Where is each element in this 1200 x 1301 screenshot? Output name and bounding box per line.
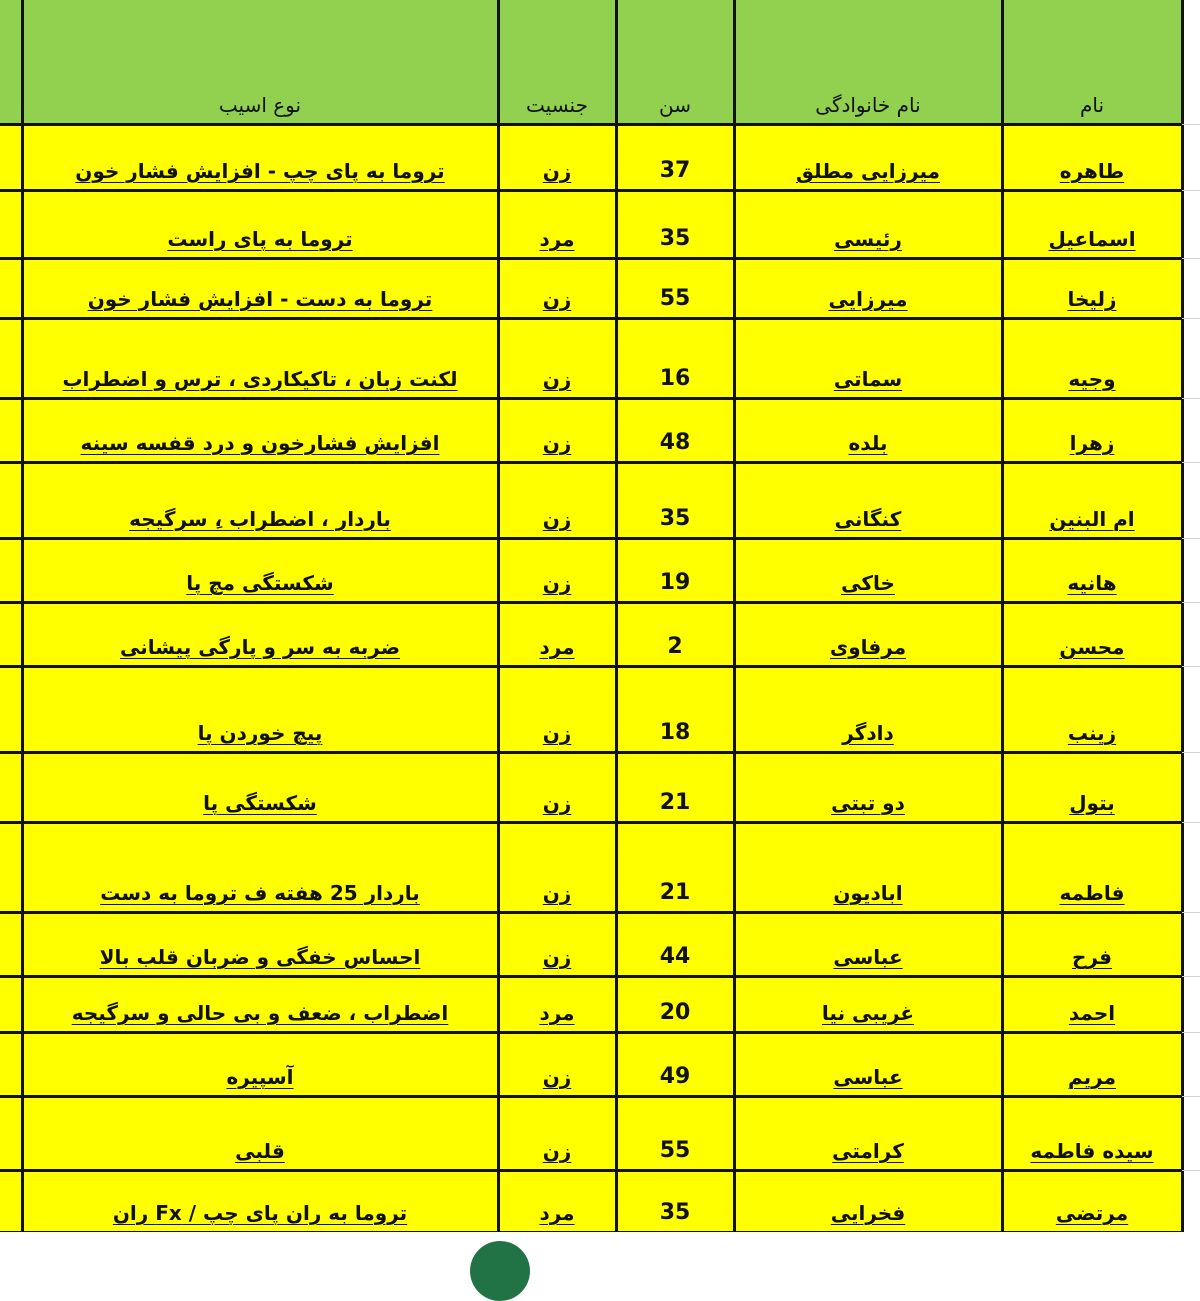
cell-family[interactable]: رئیسی — [734, 190, 1002, 258]
cell-name[interactable]: فاطمه — [1002, 822, 1182, 912]
gridline — [1182, 602, 1200, 603]
cell-family[interactable]: کنگانی — [734, 462, 1002, 538]
cell-empty[interactable] — [0, 538, 22, 602]
cell-empty[interactable] — [0, 666, 22, 752]
cell-injury[interactable]: تروما به دست - افزایش فشار خون — [22, 258, 498, 318]
table-row — [0, 398, 1182, 462]
cell-empty[interactable] — [0, 258, 22, 318]
cell-gender[interactable]: زن — [498, 912, 616, 976]
cell-empty[interactable] — [0, 976, 22, 1032]
cell-age[interactable]: 2 — [616, 602, 734, 666]
table-row — [0, 976, 1182, 1032]
cell-empty[interactable] — [0, 318, 22, 398]
cell-gender[interactable]: زن — [498, 666, 616, 752]
cell-family[interactable]: بلده — [734, 398, 1002, 462]
cell-age[interactable]: 37 — [616, 124, 734, 190]
table-row — [0, 1096, 1182, 1170]
cell-family[interactable]: کرامتی — [734, 1096, 1002, 1170]
cell-gender[interactable]: زن — [498, 398, 616, 462]
cell-name[interactable]: مرتضی — [1002, 1170, 1182, 1232]
cell-gender[interactable]: زن — [498, 1096, 616, 1170]
gridline — [1182, 462, 1200, 463]
cell-name[interactable]: محسن — [1002, 602, 1182, 666]
header-cell-empty[interactable] — [0, 0, 22, 124]
sheet-bottom-strip — [0, 1232, 1200, 1250]
header-cell-age[interactable]: سن — [616, 0, 734, 124]
table-row — [0, 258, 1182, 318]
cell-age[interactable]: 21 — [616, 752, 734, 822]
cell-empty[interactable] — [0, 602, 22, 666]
cell-injury[interactable]: ضربه به سر و پارگی پیشانی — [22, 602, 498, 666]
gridline — [1182, 1170, 1200, 1171]
header-cell-name[interactable]: نام — [1002, 0, 1182, 124]
cell-age[interactable]: 21 — [616, 822, 734, 912]
cell-injury[interactable]: شکستگی پا — [22, 752, 498, 822]
cell-gender[interactable]: زن — [498, 538, 616, 602]
cell-injury[interactable]: احساس خفگی و ضربان قلب بالا — [22, 912, 498, 976]
cell-injury[interactable]: پیچ خوردن پا — [22, 666, 498, 752]
gridline — [1182, 912, 1200, 913]
cell-age[interactable]: 35 — [616, 190, 734, 258]
header-row — [0, 0, 1182, 124]
cell-age[interactable]: 44 — [616, 912, 734, 976]
gridline — [1182, 1032, 1200, 1033]
cell-empty[interactable] — [0, 822, 22, 912]
cell-empty[interactable] — [0, 752, 22, 822]
gridline — [1182, 538, 1200, 539]
cell-injury[interactable]: قلبی — [22, 1096, 498, 1170]
gridline — [1182, 1096, 1200, 1097]
cell-injury[interactable]: شکستگی مچ پا — [22, 538, 498, 602]
cell-name[interactable]: ام البنین — [1002, 462, 1182, 538]
cell-injury[interactable]: اضطراب ، ضعف و بی حالی و سرگیجه — [22, 976, 498, 1032]
gridline — [1182, 398, 1200, 399]
cell-gender[interactable]: زن — [498, 462, 616, 538]
floating-action-button[interactable] — [470, 1241, 530, 1301]
gridline — [1182, 318, 1200, 319]
gridline — [1182, 258, 1200, 259]
table-row — [0, 752, 1182, 822]
gridline — [1182, 752, 1200, 753]
cell-gender[interactable]: زن — [498, 822, 616, 912]
cell-gender[interactable]: زن — [498, 258, 616, 318]
cell-name[interactable]: فرح — [1002, 912, 1182, 976]
cell-family[interactable]: دو تبتی — [734, 752, 1002, 822]
cell-gender[interactable]: مرد — [498, 190, 616, 258]
table-row — [0, 190, 1182, 258]
table-row — [0, 602, 1182, 666]
cell-gender[interactable]: مرد — [498, 602, 616, 666]
cell-empty[interactable] — [0, 1170, 22, 1232]
cell-age[interactable]: 18 — [616, 666, 734, 752]
table-row — [0, 666, 1182, 752]
cell-empty[interactable] — [0, 912, 22, 976]
cell-injury[interactable]: تروما به پای چپ - افزایش فشار خون — [22, 124, 498, 190]
cell-name[interactable]: زینب — [1002, 666, 1182, 752]
header-cell-injury[interactable]: نوع اسیب — [22, 0, 498, 124]
table-row — [0, 912, 1182, 976]
cell-family[interactable]: میرزایی مطلق — [734, 124, 1002, 190]
cell-name[interactable]: هانیه — [1002, 538, 1182, 602]
cell-name[interactable]: بتول — [1002, 752, 1182, 822]
cell-family[interactable]: سماتی — [734, 318, 1002, 398]
header-cell-family[interactable]: نام خانوادگی — [734, 0, 1002, 124]
cell-age[interactable]: 20 — [616, 976, 734, 1032]
cell-empty[interactable] — [0, 190, 22, 258]
cell-name[interactable]: اسماعیل — [1002, 190, 1182, 258]
cell-empty[interactable] — [0, 1096, 22, 1170]
gridline — [1182, 124, 1200, 125]
table-row — [0, 124, 1182, 190]
table-row — [0, 318, 1182, 398]
header-cell-gender[interactable]: جنسیت — [498, 0, 616, 124]
cell-gender[interactable]: مرد — [498, 976, 616, 1032]
cell-family[interactable]: عباسی — [734, 912, 1002, 976]
cell-empty[interactable] — [0, 462, 22, 538]
cell-injury[interactable]: باردار ، اضطراب ،ِ سرگیجه — [22, 462, 498, 538]
cell-empty[interactable] — [0, 124, 22, 190]
cell-injury[interactable]: افزایش فشارخون و درد قفسه سینه — [22, 398, 498, 462]
cell-age[interactable]: 35 — [616, 462, 734, 538]
cell-injury[interactable]: باردار 25 هفته ف تروما به دست — [22, 822, 498, 912]
cell-age[interactable]: 55 — [616, 258, 734, 318]
cell-family[interactable]: فخرایی — [734, 1170, 1002, 1232]
gridline — [1182, 976, 1200, 977]
cell-age[interactable]: 49 — [616, 1032, 734, 1096]
cell-name[interactable]: زلیخا — [1002, 258, 1182, 318]
cell-name[interactable]: احمد — [1002, 976, 1182, 1032]
cell-empty[interactable] — [0, 398, 22, 462]
gridline — [1182, 666, 1200, 667]
cell-family[interactable]: ابادیون — [734, 822, 1002, 912]
table-row — [0, 1032, 1182, 1096]
gridline — [1182, 190, 1200, 191]
cell-family[interactable]: خاکی — [734, 538, 1002, 602]
cell-injury[interactable]: آسپیره — [22, 1032, 498, 1096]
cell-gender[interactable]: زن — [498, 752, 616, 822]
cell-age[interactable]: 48 — [616, 398, 734, 462]
cell-age[interactable]: 55 — [616, 1096, 734, 1170]
cell-name[interactable]: طاهره — [1002, 124, 1182, 190]
cell-injury[interactable]: تروما به ران پای چپ / Fx ران — [22, 1170, 498, 1232]
cell-gender[interactable]: زن — [498, 124, 616, 190]
cell-injury[interactable]: لکنت زبان ، تاکیکاردی ، ترس و اضطراب — [22, 318, 498, 398]
cell-name[interactable]: سیده فاطمه — [1002, 1096, 1182, 1170]
cell-age[interactable]: 19 — [616, 538, 734, 602]
table-row — [0, 538, 1182, 602]
cell-gender[interactable]: زن — [498, 318, 616, 398]
cell-gender[interactable]: زن — [498, 1032, 616, 1096]
table-row — [0, 462, 1182, 538]
cell-name[interactable]: وجیه — [1002, 318, 1182, 398]
table-row — [0, 822, 1182, 912]
cell-gender[interactable]: مرد — [498, 1170, 616, 1232]
cell-name[interactable]: مریم — [1002, 1032, 1182, 1096]
cell-family[interactable]: عباسی — [734, 1032, 1002, 1096]
cell-age[interactable]: 16 — [616, 318, 734, 398]
cell-family[interactable]: غریبی نیا — [734, 976, 1002, 1032]
gridline — [1182, 822, 1200, 823]
cell-family[interactable]: دادگر — [734, 666, 1002, 752]
cell-family[interactable]: مرفاوی — [734, 602, 1002, 666]
table-body — [0, 124, 1182, 1232]
table-row — [0, 1170, 1182, 1232]
cell-empty[interactable] — [0, 1032, 22, 1096]
cell-injury[interactable]: تروما به پای راست — [22, 190, 498, 258]
cell-family[interactable]: میرزایی — [734, 258, 1002, 318]
cell-age[interactable]: 35 — [616, 1170, 734, 1232]
cell-name[interactable]: زهرا — [1002, 398, 1182, 462]
